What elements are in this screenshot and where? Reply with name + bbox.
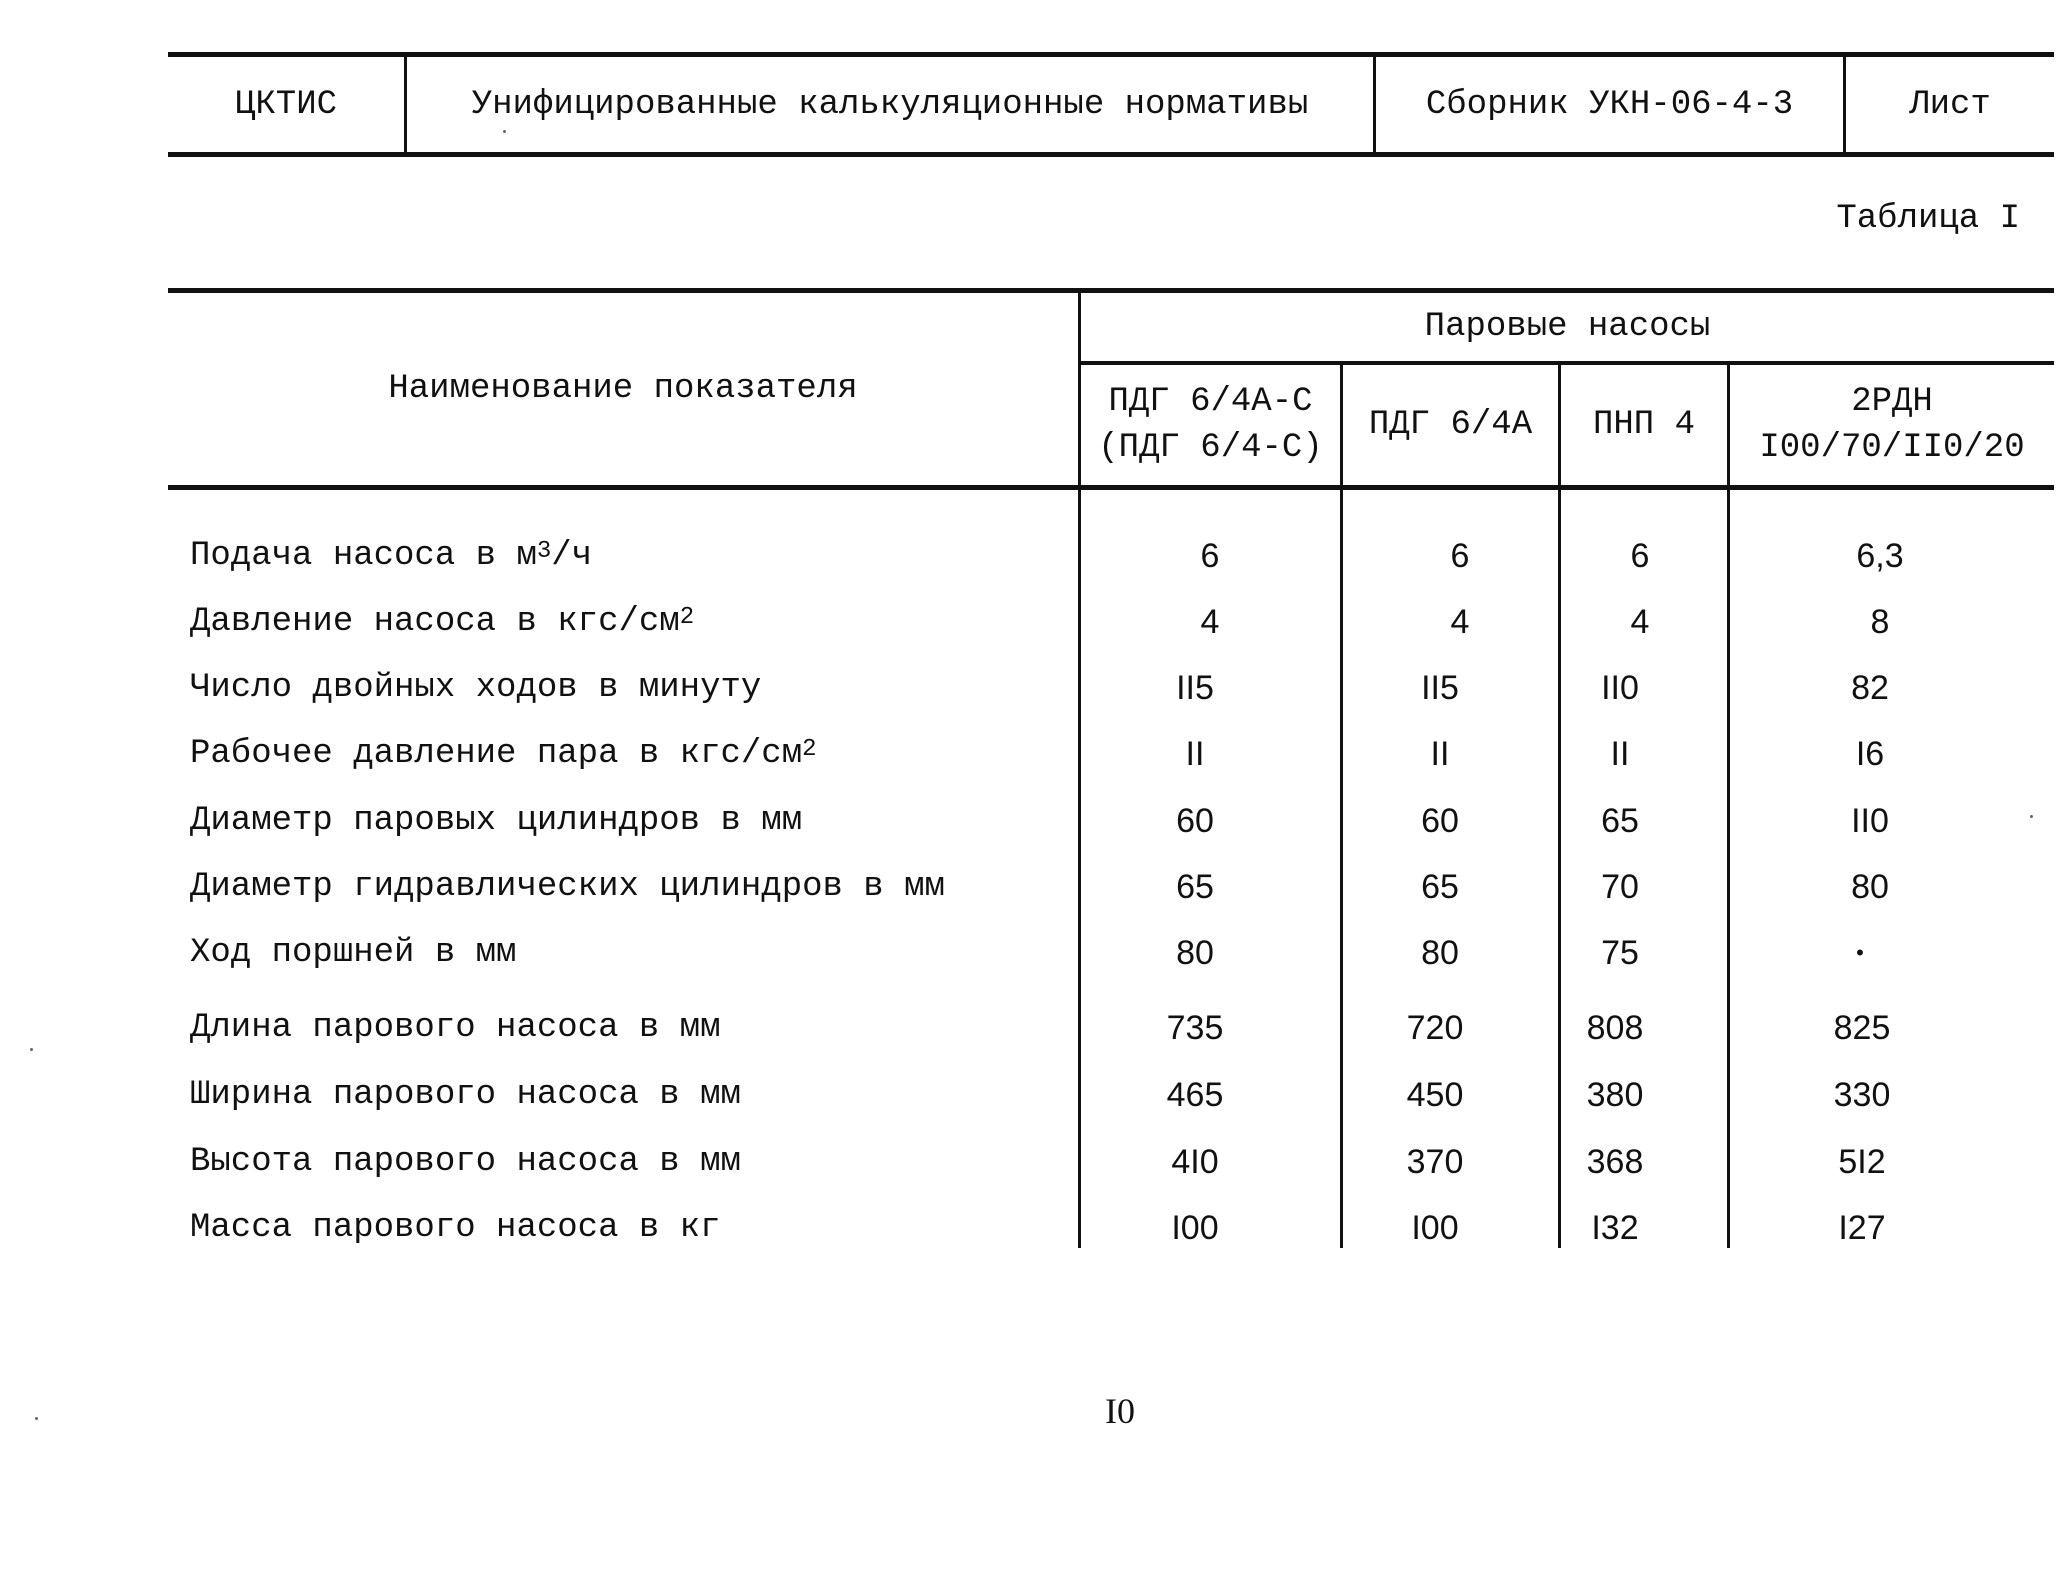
header-org: ЦКТИС xyxy=(234,86,338,124)
header-sheet-label: Лист xyxy=(1909,86,1991,124)
table-cell: 4 xyxy=(1630,602,1650,641)
table-cell: 65 xyxy=(1421,867,1459,906)
row-label-10: Высота парового насоса в мм xyxy=(190,1143,741,1181)
table-cell: 330 xyxy=(1833,1075,1891,1114)
table-cell: II0 xyxy=(1601,668,1639,707)
table-cell: 6 xyxy=(1630,536,1650,575)
table-cell: 6 xyxy=(1200,536,1220,575)
table-cell: 70 xyxy=(1601,867,1639,906)
column-header-3 xyxy=(1561,365,1727,485)
table-cell: 4 xyxy=(1200,602,1220,641)
table-cell: 75 xyxy=(1601,933,1639,972)
table-cell: 380 xyxy=(1586,1075,1644,1114)
column-header-1 xyxy=(1081,365,1340,485)
column-header-1-line2: (ПДГ 6/4-С) xyxy=(1098,429,1323,467)
page-number: I0 xyxy=(1105,1391,1135,1431)
table-cell: 4I0 xyxy=(1171,1142,1219,1181)
row-label-6: Диаметр гидравлических цилиндров в мм xyxy=(190,868,945,906)
row-label-3: Число двойных ходов в минуту xyxy=(190,669,762,707)
column-header-3-line1: ПНП 4 xyxy=(1592,406,1696,444)
table-cell: 465 xyxy=(1166,1075,1224,1114)
table-cell: 6 xyxy=(1450,536,1470,575)
table-cell: 82 xyxy=(1851,668,1889,707)
table-cell: I27 xyxy=(1838,1208,1886,1247)
table-cell: II5 xyxy=(1421,668,1459,707)
table-cell: II5 xyxy=(1176,668,1214,707)
table-cell: 80 xyxy=(1176,933,1214,972)
scan-speck xyxy=(30,1048,33,1051)
table-cell: 80 xyxy=(1851,867,1889,906)
row-label-9: Ширина парового насоса в мм xyxy=(190,1076,741,1114)
scan-speck xyxy=(503,130,506,133)
table-cell: 65 xyxy=(1176,867,1214,906)
table-cell: I00 xyxy=(1171,1208,1219,1247)
table-header-bottom-rule xyxy=(168,485,2054,490)
table-cell: 450 xyxy=(1406,1075,1464,1114)
column-header-4-line1: 2РДН xyxy=(1851,383,1933,421)
table-cell: 808 xyxy=(1586,1008,1644,1047)
column-header-2-line1: ПДГ 6/4А xyxy=(1368,406,1533,444)
table-cell: 370 xyxy=(1406,1142,1464,1181)
row-label-1: Подача насоса в м $^3$ /ч xyxy=(190,537,593,575)
table-col-divider-4 xyxy=(1727,365,1730,1248)
table-cell: 368 xyxy=(1586,1142,1644,1181)
table-cell: I6 xyxy=(1855,734,1885,773)
table-cell: 4 xyxy=(1450,602,1470,641)
table-cell: 5I2 xyxy=(1838,1142,1886,1181)
table-cell: II xyxy=(1610,734,1630,773)
table-cell: 720 xyxy=(1406,1008,1464,1047)
table-cell: II xyxy=(1185,734,1205,773)
header-collection: Сборник УКН-06-4-3 xyxy=(1425,86,1794,124)
table-cell: I32 xyxy=(1591,1208,1639,1247)
table-cell: 735 xyxy=(1166,1008,1224,1047)
scan-speck xyxy=(35,1417,38,1420)
row-label-8: Длина парового насоса в мм xyxy=(190,1009,721,1047)
header-title: Унифицированные калькуляционные нормативы xyxy=(471,86,1309,124)
table-cell: 8 xyxy=(1870,602,1890,641)
table-cell: II0 xyxy=(1851,801,1889,840)
table-cell: • xyxy=(1856,940,1864,965)
scan-speck xyxy=(2030,815,2033,818)
table-cell: II xyxy=(1430,734,1450,773)
table-cell: 60 xyxy=(1176,801,1214,840)
table-cell: 60 xyxy=(1421,801,1459,840)
table-cell: 825 xyxy=(1833,1008,1891,1047)
column-header-4 xyxy=(1730,365,2054,485)
table-caption: Таблица I xyxy=(1836,200,2020,238)
column-header-2 xyxy=(1343,365,1558,485)
row-label-4: Рабочее давление пара в кгс/см $^2$ xyxy=(190,735,817,773)
name-column-header: Наименование показателя xyxy=(388,370,858,408)
table-cell: 65 xyxy=(1601,801,1639,840)
row-label-5: Диаметр паровых цилиндров в мм xyxy=(190,802,803,840)
table-col-divider-2 xyxy=(1340,365,1343,1248)
column-header-4-line2: I00/70/II0/20 xyxy=(1759,429,2025,467)
row-label-11: Масса парового насоса в кг xyxy=(190,1209,721,1247)
table-cell: I00 xyxy=(1411,1208,1459,1247)
group-header: Паровые насосы xyxy=(1424,308,1711,346)
column-header-1-line1: ПДГ 6/4А-С xyxy=(1108,383,1313,421)
row-label-2: Давление насоса в кгс/см $^2$ xyxy=(190,603,695,641)
table-cell: 80 xyxy=(1421,933,1459,972)
table-cell: 6,3 xyxy=(1856,536,1904,575)
row-label-7: Ход поршней в мм xyxy=(190,934,517,972)
